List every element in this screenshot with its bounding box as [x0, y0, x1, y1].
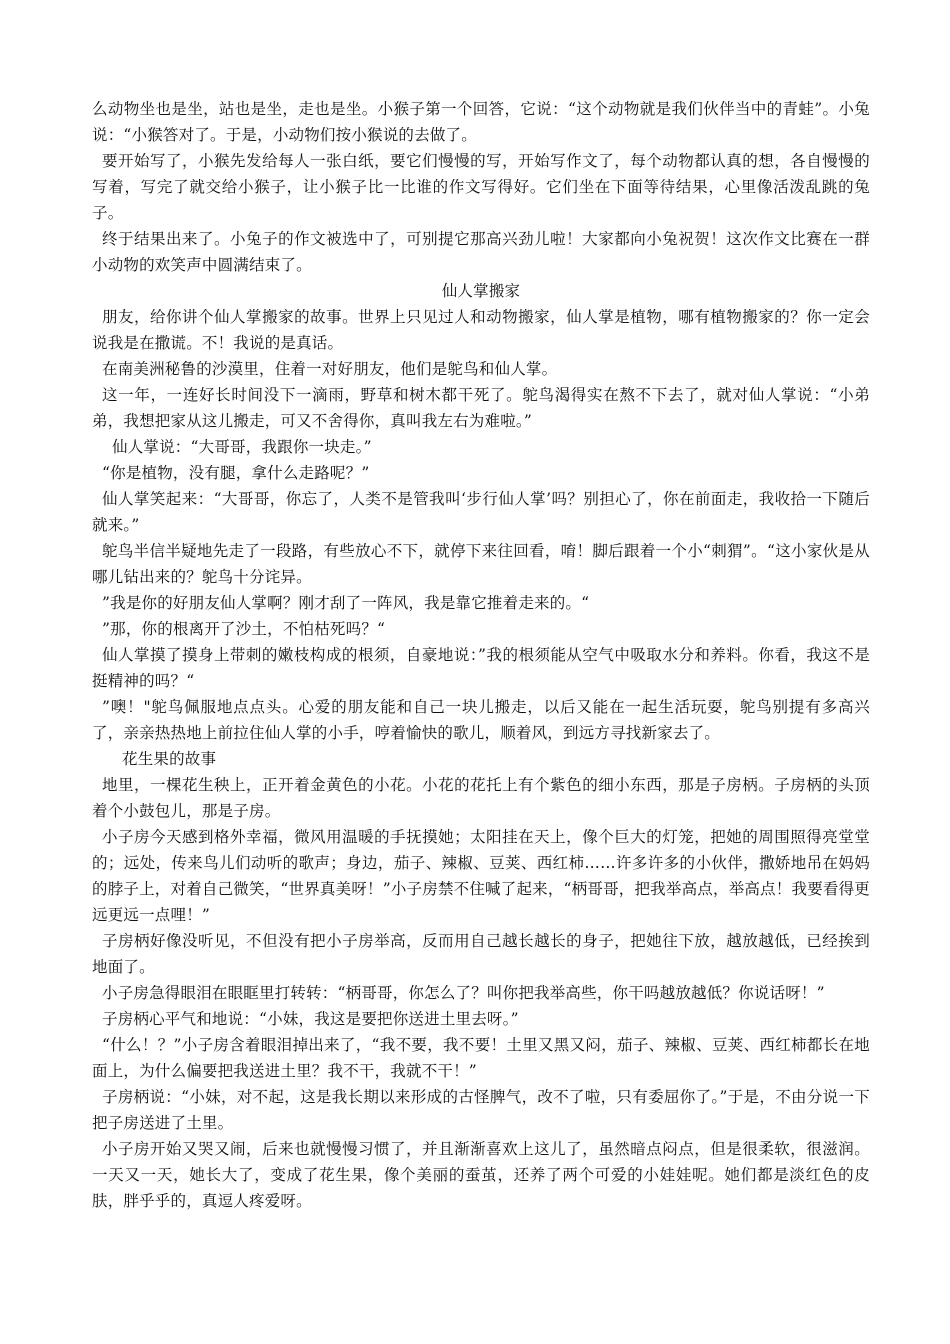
paragraph: 子房柄好像没听见，不但没有把小子房举高，反而用自己越长越长的身子，把她往下放，越放越低，已经挨到地面了。 [92, 932, 870, 976]
paragraph: “什么！？”小子房含着眼泪掉出来了，“我不要，我不要！土里又黑又闷，茄子、辣椒、豆荚、西红柿都长在地面上，为什么偏要把我送进土里？我不干，我就不干！” [92, 1036, 870, 1080]
paragraph: 要开始写了，小猴先发给每人一张白纸，要它们慢慢的写，开始写作文了，每个动物都认真的想，各自慢慢的写着，写完了就交给小猴子，让小猴子比一比谁的作文写得好。它们坐在下面等待结果，心里像活泼乱跳的兔子。 [92, 152, 870, 222]
paragraph: 仙人掌摸了摸身上带刺的嫩枝构成的根须，自豪地说：”我的根须能从空气中吸取水分和养料。你看，我这不是挺精神的吗？“ [92, 646, 870, 690]
paragraph: 小子房今天感到格外幸福，微风用温暖的手抚摸她；太阳挂在天上，像个巨大的灯笼，把她的周围照得亮堂堂的；远处，传来鸟儿们动听的歌声；身边，茄子、辣椒、豆荚、西红柿……许多许多的小伙伴，撒娇地吊在妈妈的脖子上，对着自己微笑，“世界真美呀！”小子房禁不住喊了起来，“柄哥哥，把我举高点，举高点！我要看得更远更远一点哩！” [92, 828, 870, 924]
paragraph: 终于结果出来了。小兔子的作文被选中了，可别提它那高兴劲儿啦！大家都向小兔祝贺！这次作文比赛在一群小动物的欢笑声中圆满结束了。 [92, 230, 870, 274]
paragraph: ”我是你的好朋友仙人掌啊？刚才刮了一阵风，我是靠它推着走来的。“ [102, 594, 590, 612]
paragraph: 这一年，一连好长时间没下一滴雨，野草和树木都干死了。鸵鸟渴得实在熬不下去了，就对仙人掌说：“小弟弟，我想把家从这儿搬走，可又不舍得你，真叫我左右为难啦。” [92, 386, 870, 430]
paragraph: ”噢！"鸵鸟佩服地点点头。心爱的朋友能和自己一块儿搬走，以后又能在一起生活玩耍，鸵鸟别提有多高兴了，亲亲热热地上前拉住仙人掌的小手，哼着愉快的歌儿，顺着风，到远方寻找新家去了。 [92, 698, 870, 742]
paragraph: 鸵鸟半信半疑地先走了一段路，有些放心不下，就停下来往回看，唷！脚后跟着一个小“刺猬”。“这小家伙是从哪儿钻出来的？鸵鸟十分诧异。 [92, 542, 870, 586]
document-page [92, 96, 870, 1214]
paragraph: 子房柄说：“小妹，对不起，这是我长期以来形成的古怪脾气，改不了啦，只有委屈你了。”于是，不由分说一下把子房送进了土里。 [92, 1088, 870, 1132]
paragraph: 么动物坐也是坐，站也是坐，走也是坐。小猴子第一个回答，它说：“这个动物就是我们伙伴当中的青蛙”。小兔说：“小猴答对了。于是，小动物们按小猴说的去做了。 [92, 100, 870, 144]
story-title-peanut: 花生果的故事 [122, 750, 217, 768]
paragraph: 小子房急得眼泪在眼眶里打转转：“柄哥哥，你怎么了？叫你把我举高些，你干吗越放越低？你说话呀！” [102, 984, 825, 1002]
paragraph: “你是植物，没有腿，拿什么走路呢？” [102, 464, 370, 482]
paragraph: 朋友，给你讲个仙人掌搬家的故事。世界上只见过人和动物搬家，仙人掌是植物，哪有植物搬家的？你一定会说我是在撒谎。不！我说的是真话。 [92, 308, 870, 352]
story-title-cactus: 仙人掌搬家 [441, 282, 521, 300]
paragraph: 仙人掌笑起来：“大哥哥，你忘了，人类不是管我叫‘步行仙人掌’吗？别担心了，你在前面走，我收拾一下随后就来。” [92, 490, 870, 534]
paragraph: 小子房开始又哭又闹，后来也就慢慢习惯了，并且渐渐喜欢上这儿了，虽然暗点闷点，但是很柔软，很滋润。一天又一天，她长大了，变成了花生果，像个美丽的蚕茧，还养了两个可爱的小娃娃呢。她们都是淡红色的皮肤，胖乎乎的，真逗人疼爱呀。 [92, 1140, 870, 1210]
paragraph: 在南美洲秘鲁的沙漠里，住着一对好朋友，他们是鸵鸟和仙人掌。 [102, 360, 558, 378]
paragraph: 地里，一棵花生秧上，正开着金黄色的小花。小花的花托上有个紫色的细小东西，那是子房柄。子房柄的头顶着个小鼓包儿，那是子房。 [92, 776, 870, 820]
paragraph: 子房柄心平气和地说：“小妹，我这是要把你送进土里去呀。” [102, 1010, 519, 1028]
paragraph: 仙人掌说：“大哥哥，我跟你一块走。” [112, 438, 372, 456]
paragraph: ”那，你的根离开了沙土，不怕枯死吗？“ [102, 620, 386, 638]
